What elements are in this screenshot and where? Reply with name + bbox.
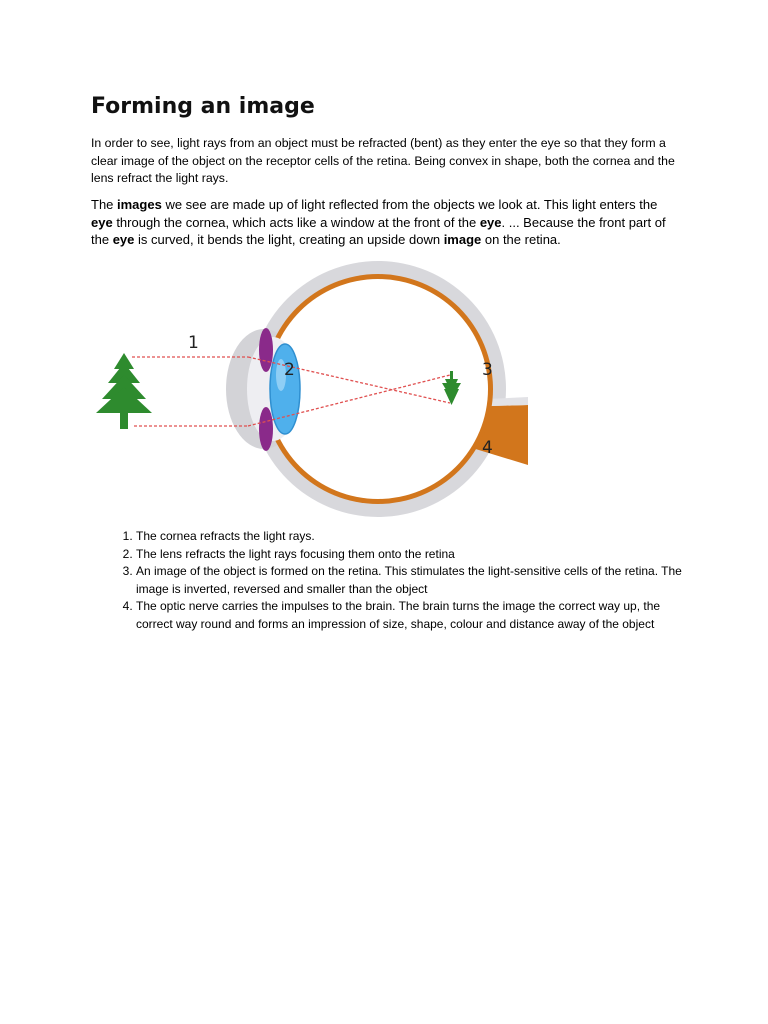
label-3: 3 (482, 360, 493, 380)
list-item: 2. The lens refracts the light rays focusing them onto the retina (136, 546, 696, 564)
snippet-text: we see are made up of light reflected from the objects we look at. This light enters the (161, 197, 658, 212)
snippet-text: . ... Because the front part of the (91, 214, 666, 247)
snippet-text: on the retina. (481, 232, 561, 247)
label-2: 2 (284, 360, 295, 380)
snippet-paragraph (91, 196, 681, 249)
snippet-bold: eye (91, 214, 113, 230)
iris-bottom (259, 407, 273, 451)
list-item: 4. The optic nerve carries the impulses to the brain. The brain turns the image the correct way up, the correct way round and forms an impression of size, shape, colour and distance away of the object (136, 598, 696, 633)
eye-diagram (88, 255, 538, 523)
intro-paragraph: In order to see, light rays from an object must be refracted (bent) as they enter the eye so that they form a clear image of the object on the receptor cells of the retina. Being convex in shape, both the cornea and the lens refract the light rays. (91, 136, 675, 185)
list-item: 1. The cornea refracts the light rays. (136, 528, 696, 546)
snippet-bold: eye (479, 214, 502, 230)
tree-icon (96, 353, 152, 429)
snippet-text: through the cornea, which acts like a window at the front of the (112, 214, 480, 230)
label-1: 1 (188, 333, 199, 353)
label-4: 4 (482, 438, 493, 458)
steps-list (112, 528, 696, 633)
snippet-bold: image (443, 232, 482, 247)
iris-top (259, 328, 273, 372)
snippet-bold: eye (112, 232, 135, 247)
snippet-text: The (91, 197, 118, 212)
list-item: 3. An image of the object is formed on the retina. This stimulates the light-sensitive cells of the retina. The image is inverted, reversed and smaller than the object (136, 563, 696, 598)
eye-lens (270, 344, 300, 434)
snippet-text: is curved, it bends the light, creating an upside down (134, 232, 444, 247)
snippet-bold: images (117, 197, 162, 212)
page-title: Forming an image (91, 94, 315, 119)
